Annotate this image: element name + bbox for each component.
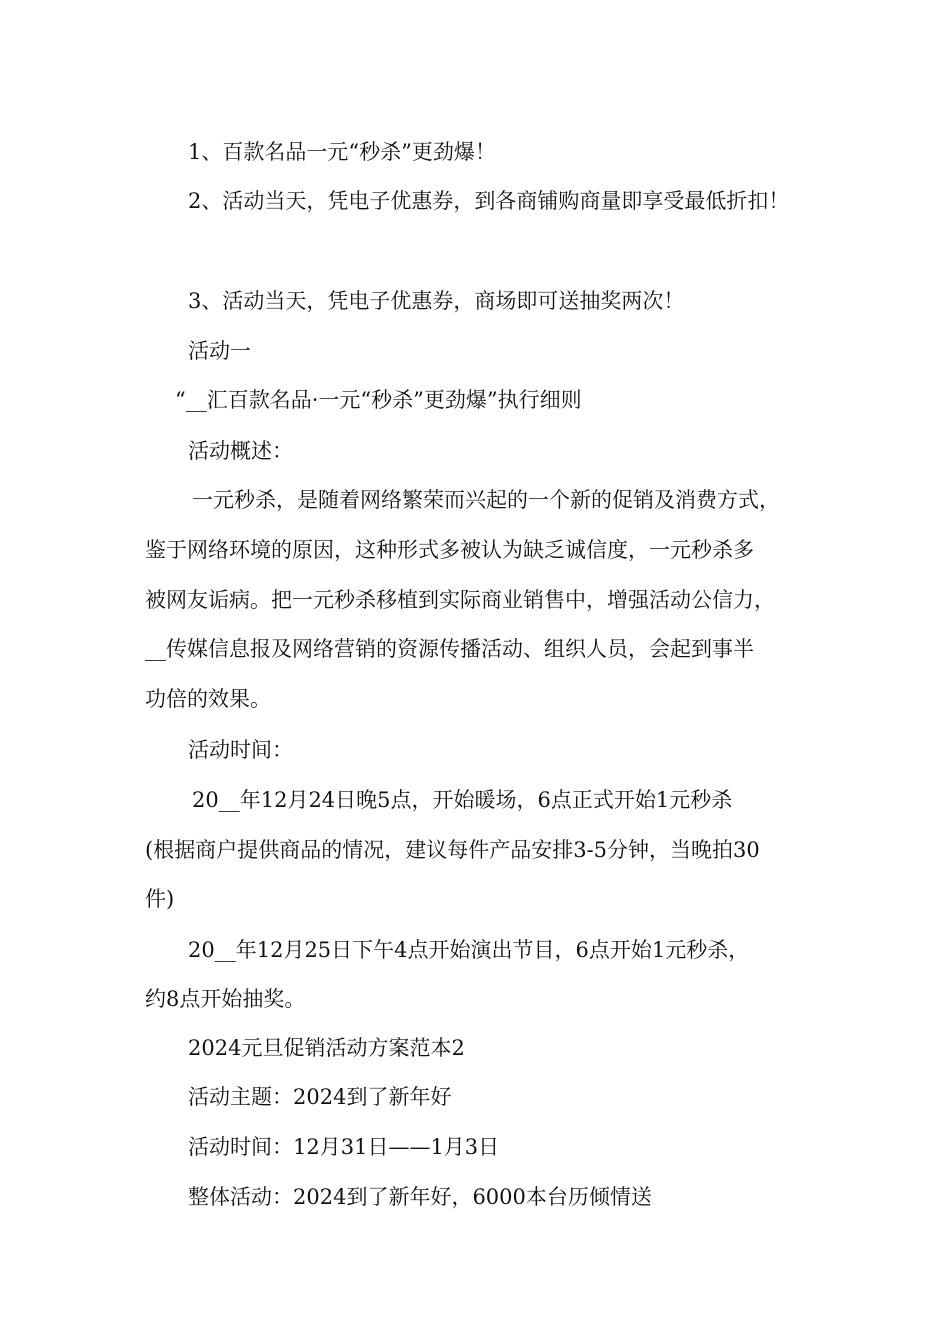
- section-heading: 活动一: [188, 339, 251, 363]
- time-paragraph-line: 20__年12月24日晚5点，开始暖场，6点正式开始1元秒杀: [192, 788, 733, 812]
- time-paragraph-line: 20__年12月25日下午4点开始演出节目，6点开始1元秒杀，: [188, 938, 750, 962]
- time-heading: 活动时间：: [188, 738, 293, 762]
- section-title: “__汇百款名品·一元“秒杀”更劲爆”执行细则: [175, 388, 582, 412]
- promo-item-1: 1、百款名品一元“秒杀”更劲爆！: [188, 140, 496, 164]
- promo-item-3: 3、活动当天，凭电子优惠券，商场即可送抽奖两次！: [188, 289, 685, 313]
- plan-time: 活动时间：12月31日——1月3日: [188, 1135, 500, 1159]
- overview-heading: 活动概述：: [188, 439, 293, 463]
- overview-paragraph-line: 功倍的效果。: [145, 687, 271, 711]
- time-paragraph-line: 约8点开始抽奖。: [145, 987, 306, 1011]
- plan-theme: 活动主题：2024到了新年好: [188, 1085, 452, 1109]
- time-paragraph-line: (根据商户提供商品的情况，建议每件产品安排3-5分钟，当晚拍30: [145, 838, 760, 862]
- time-paragraph-line: 件): [145, 887, 175, 911]
- overview-paragraph-line: 一元秒杀，是随着网络繁荣而兴起的一个新的促销及消费方式，: [192, 488, 780, 512]
- plan-overall: 整体活动：2024到了新年好，6000本台历倾情送: [188, 1185, 652, 1209]
- overview-paragraph-line: 被网友诟病。把一元秒杀移植到实际商业销售中，增强活动公信力，: [145, 588, 775, 612]
- promo-item-2: 2、活动当天，凭电子优惠券，到各商铺购商量即享受最低折扣！: [188, 189, 790, 213]
- plan-title: 2024元旦促销活动方案范本2: [188, 1036, 465, 1060]
- overview-paragraph-line: 鉴于网络环境的原因，这种形式多被认为缺乏诚信度，一元秒杀多: [145, 538, 754, 562]
- overview-paragraph-line: __传媒信息报及网络营销的资源传播活动、组织人员，会起到事半: [145, 637, 754, 661]
